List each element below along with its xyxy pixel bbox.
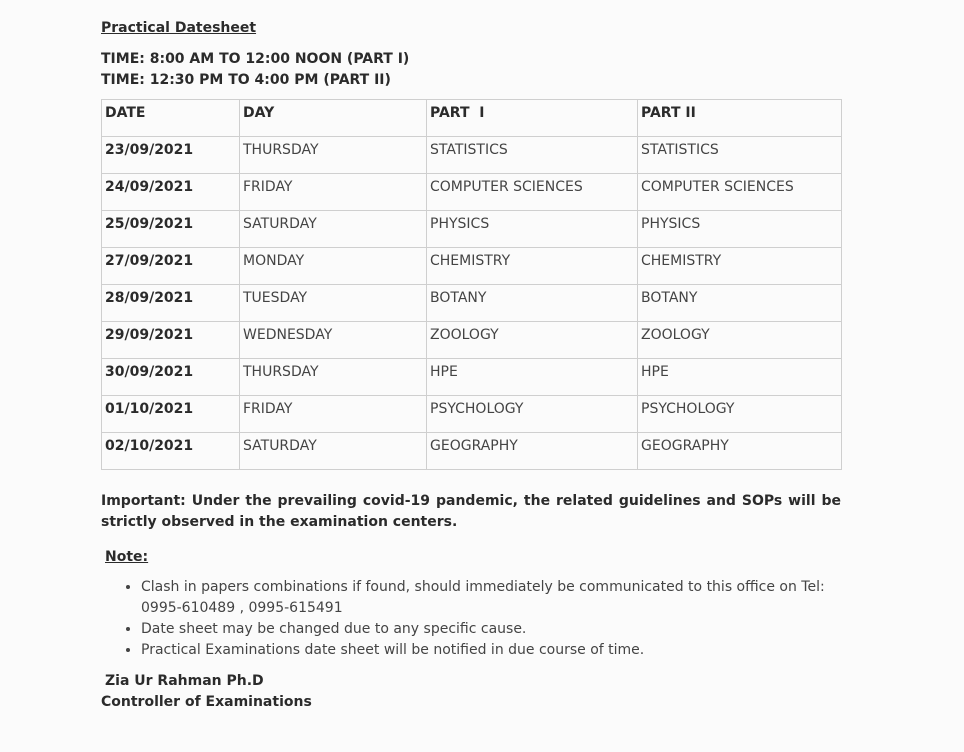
cell-day: WEDNESDAY <box>240 322 427 359</box>
header-day: DAY <box>240 100 427 137</box>
cell-date: 01/10/2021 <box>102 396 240 433</box>
cell-day: THURSDAY <box>240 359 427 396</box>
table-row <box>102 359 842 396</box>
note-heading: Note: <box>105 549 149 565</box>
cell-date: 23/09/2021 <box>102 137 240 174</box>
cell-part-2: HPE <box>638 359 842 396</box>
important-notice: Important: Under the prevailing covid-19 pandemic, the related guidelines and SOPs will be strictly observed in the examination centers. <box>101 493 841 530</box>
cell-day: THURSDAY <box>240 137 427 174</box>
list-item: • Clash in papers combinations if found, should immediately be communicated to this office on Tel: 0995-610489 , 0995-615491 <box>141 577 841 619</box>
table-row <box>102 248 842 285</box>
cell-part-1: BOTANY <box>427 285 638 322</box>
cell-part-1: PHYSICS <box>427 211 638 248</box>
table-row <box>102 396 842 433</box>
cell-day: MONDAY <box>240 248 427 285</box>
table-header-row <box>102 100 842 137</box>
cell-part-2: STATISTICS <box>638 137 842 174</box>
table-row <box>102 433 842 470</box>
cell-part-2: PSYCHOLOGY <box>638 396 842 433</box>
cell-day: SATURDAY <box>240 211 427 248</box>
time-part-1: TIME: 8:00 AM TO 12:00 NOON (PART I) <box>101 51 410 67</box>
cell-part-2: CHEMISTRY <box>638 248 842 285</box>
cell-date: 30/09/2021 <box>102 359 240 396</box>
cell-part-1: ZOOLOGY <box>427 322 638 359</box>
header-part-1: PART I <box>427 100 638 137</box>
signature-block <box>101 671 841 713</box>
table-row <box>102 137 842 174</box>
exam-times <box>101 49 841 91</box>
cell-day: TUESDAY <box>240 285 427 322</box>
cell-day: FRIDAY <box>240 174 427 211</box>
cell-part-1: PSYCHOLOGY <box>427 396 638 433</box>
header-part-2: PART II <box>638 100 842 137</box>
cell-date: 24/09/2021 <box>102 174 240 211</box>
cell-part-1: STATISTICS <box>427 137 638 174</box>
cell-day: FRIDAY <box>240 396 427 433</box>
cell-date: 27/09/2021 <box>102 248 240 285</box>
cell-part-2: GEOGRAPHY <box>638 433 842 470</box>
table-row <box>102 322 842 359</box>
document-title: Practical Datesheet <box>101 20 257 36</box>
datesheet-table <box>101 99 842 470</box>
cell-part-2: COMPUTER SCIENCES <box>638 174 842 211</box>
notes-list <box>101 577 841 661</box>
cell-part-2: PHYSICS <box>638 211 842 248</box>
list-item: • Date sheet may be changed due to any specific cause. <box>141 619 841 640</box>
cell-part-1: CHEMISTRY <box>427 248 638 285</box>
cell-part-1: COMPUTER SCIENCES <box>427 174 638 211</box>
list-item: • Practical Examinations date sheet will be notified in due course of time. <box>141 640 841 661</box>
cell-date: 02/10/2021 <box>102 433 240 470</box>
cell-date: 28/09/2021 <box>102 285 240 322</box>
cell-part-1: GEOGRAPHY <box>427 433 638 470</box>
signatory-name: Zia Ur Rahman Ph.D <box>105 673 264 689</box>
cell-date: 29/09/2021 <box>102 322 240 359</box>
table-row <box>102 285 842 322</box>
cell-part-2: BOTANY <box>638 285 842 322</box>
cell-part-2: ZOOLOGY <box>638 322 842 359</box>
cell-date: 25/09/2021 <box>102 211 240 248</box>
table-row <box>102 211 842 248</box>
document-body <box>101 18 841 713</box>
table-row <box>102 174 842 211</box>
signatory-designation: Controller of Examinations <box>101 694 312 710</box>
header-date: DATE <box>102 100 240 137</box>
cell-day: SATURDAY <box>240 433 427 470</box>
time-part-2: TIME: 12:30 PM TO 4:00 PM (PART II) <box>101 72 391 88</box>
cell-part-1: HPE <box>427 359 638 396</box>
